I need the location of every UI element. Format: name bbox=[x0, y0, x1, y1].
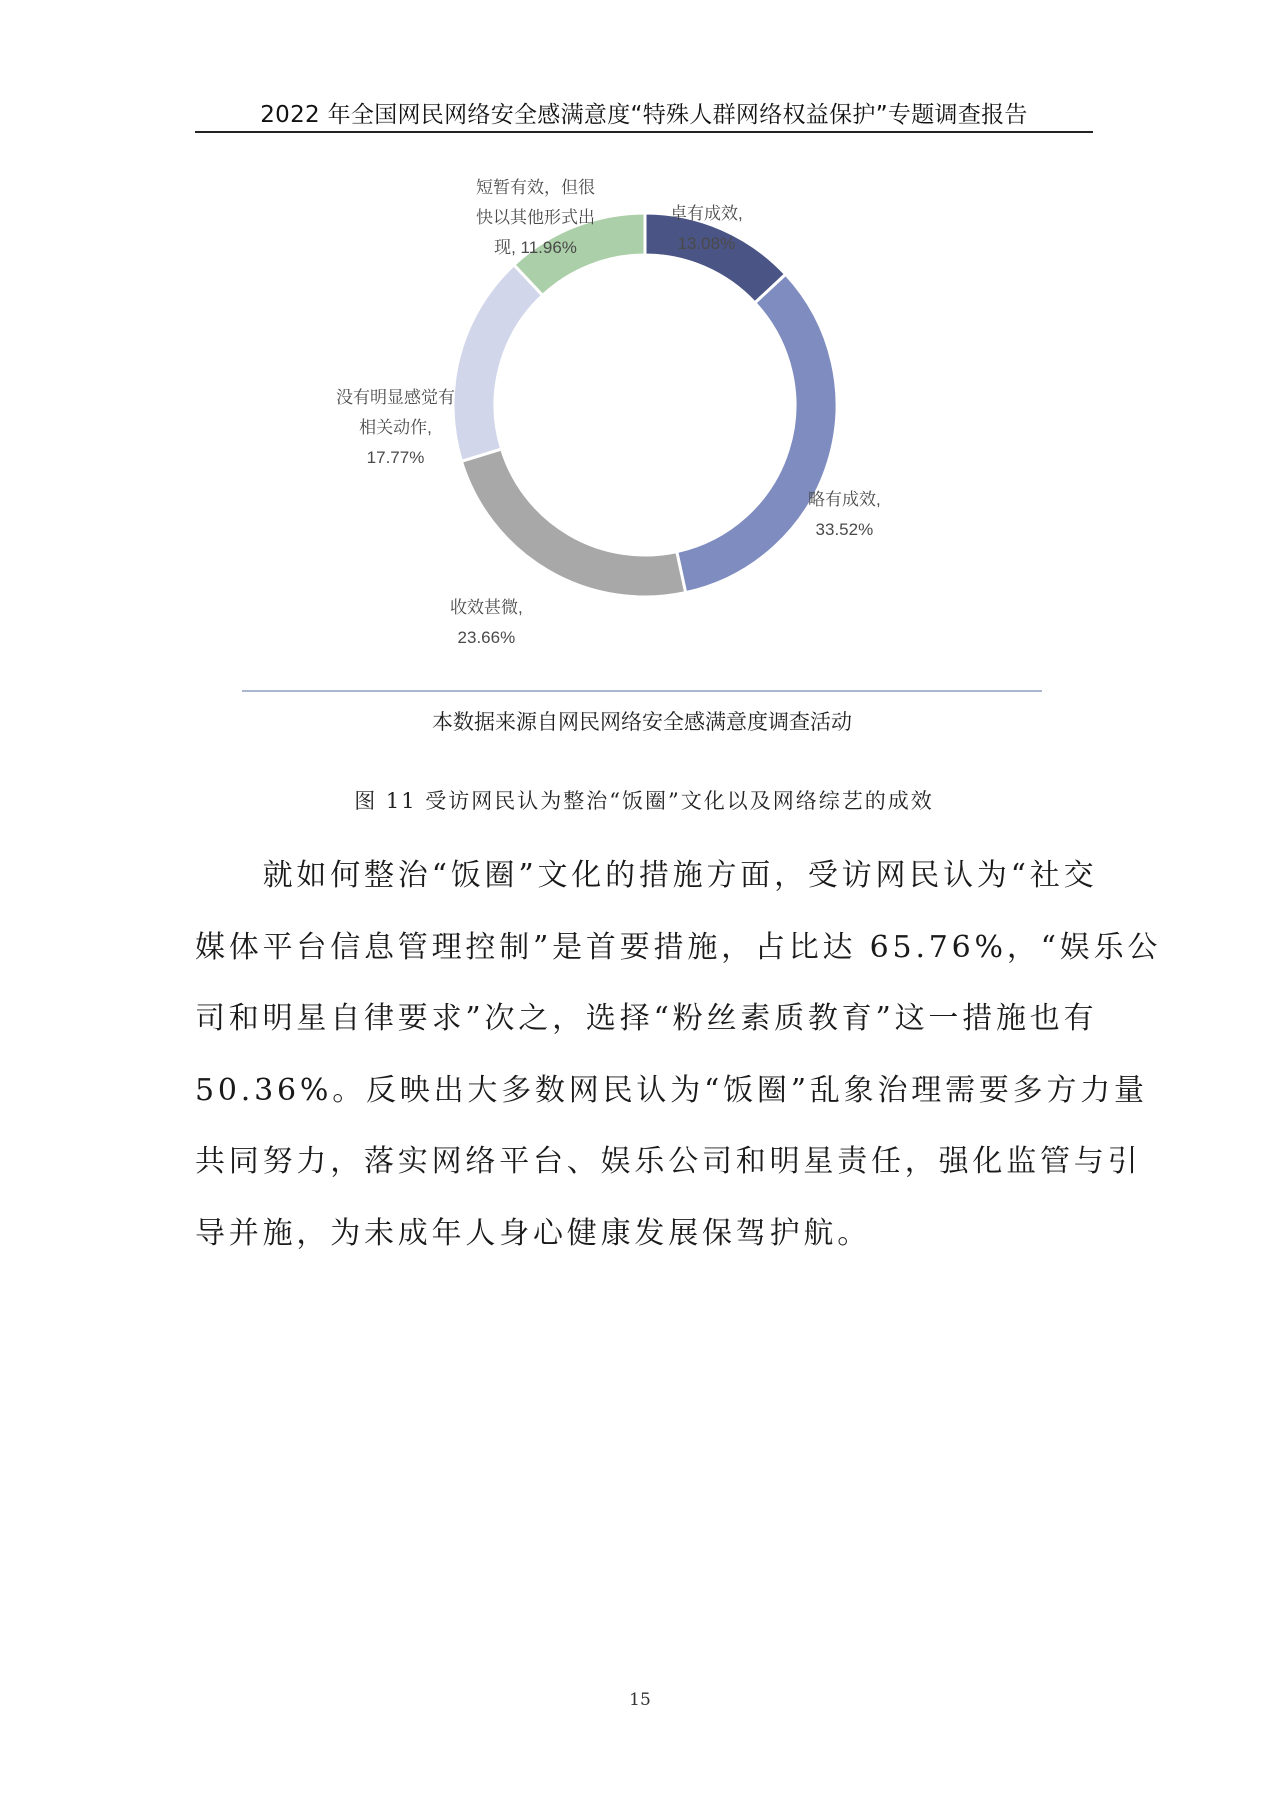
slice-label-short-term-effective-line2: 快以其他形式出 bbox=[476, 208, 595, 227]
slice-label-short-term-effective bbox=[476, 173, 595, 263]
slice-label-somewhat-effective-name: 略有成效, bbox=[808, 490, 881, 509]
slice-label-little-effect-name: 收效甚微, bbox=[450, 598, 523, 617]
donut-chart bbox=[300, 165, 990, 673]
slice-label-no-noticeable-action-line2: 相关动作, bbox=[359, 418, 432, 437]
body-line: 司和明星自律要求”次之，选择“粉丝素质教育”这一措施也有 bbox=[195, 1001, 1098, 1036]
source-divider bbox=[242, 690, 1042, 692]
page-number: 15 bbox=[629, 1690, 651, 1710]
slice-label-little-effect bbox=[450, 593, 523, 653]
figure-caption: 图 11 受访网民认为整治“饭圈”文化以及网络综艺的成效 bbox=[354, 789, 934, 813]
body-paragraph bbox=[195, 840, 1162, 1269]
slice-label-somewhat-effective-value: 33.52% bbox=[815, 520, 874, 539]
body-line: 就如何整治“饭圈”文化的措施方面，受访网民认为“社交 bbox=[195, 858, 1098, 893]
slice-label-no-noticeable-action-value: 17.77% bbox=[366, 448, 425, 467]
slice-label-somewhat-effective bbox=[808, 485, 881, 545]
slice-label-short-term-effective-value: 现, 11.96% bbox=[494, 238, 577, 257]
chart-source-note: 本数据来源自网民网络安全感满意度调查活动 bbox=[432, 711, 852, 734]
body-line: 共同努力，落实网络平台、娱乐公司和明星责任，强化监管与引 bbox=[195, 1144, 1142, 1179]
slice-label-very-effective-value: 13.08% bbox=[677, 234, 736, 253]
page-header: 2022 年全国网民网络安全感满意度“特殊人群网络权益保护”专题调查报告 bbox=[260, 102, 1028, 128]
slice-label-no-noticeable-action-line1: 没有明显感觉有 bbox=[336, 388, 455, 407]
slice-no-noticeable-action bbox=[453, 265, 543, 462]
body-line: 媒体平台信息管理控制”是首要措施，占比达 65.76%，“娱乐公 bbox=[195, 929, 1162, 965]
slice-label-short-term-effective-line1: 短暂有效，但很 bbox=[476, 178, 595, 197]
slice-label-little-effect-value: 23.66% bbox=[457, 628, 516, 647]
slice-label-no-noticeable-action bbox=[336, 383, 455, 473]
body-line: 50.36%。反映出大多数网民认为“饭圈”乱象治理需要多方力量 bbox=[195, 1072, 1148, 1108]
slice-label-very-effective bbox=[670, 199, 743, 259]
body-line: 导并施，为未成年人身心健康发展保驾护航。 bbox=[195, 1215, 871, 1251]
slice-label-very-effective-name: 卓有成效, bbox=[670, 204, 743, 223]
slice-little-effect bbox=[461, 449, 685, 597]
header-divider bbox=[195, 131, 1093, 133]
